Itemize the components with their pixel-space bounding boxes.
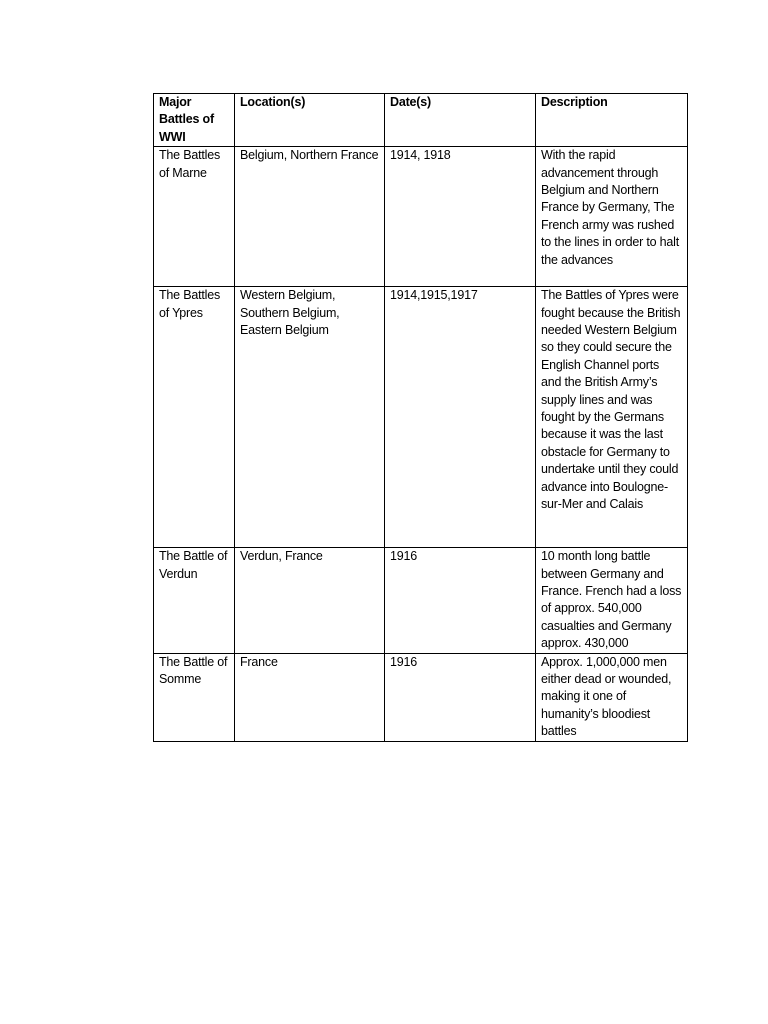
battle-description: The Battles of Ypres were fought because the British needed Western Belgium so they could secure the English Channel ports and the British Army’s supply lines and was fought by the Germans because it was the last obstacle for Germany to undertake until they could advance into Boulogne-sur-Mer and Calais (541, 288, 681, 512)
table-header-row (154, 94, 688, 147)
battle-name: The Battle of Verdun (159, 549, 228, 581)
cell-battle (154, 147, 235, 287)
header-cell-location (235, 94, 385, 147)
cell-description (536, 653, 688, 741)
battle-description: 10 month long battle between Germany and France. French had a loss of approx. 540,000 casualties and Germany approx. 430,000 (541, 549, 682, 651)
cell-dates (385, 548, 536, 653)
table-row (154, 653, 688, 741)
battle-location: France (240, 654, 278, 669)
battles-table (153, 93, 688, 742)
header-cell-description (536, 94, 688, 147)
cell-description (536, 548, 688, 653)
battle-description: Approx. 1,000,000 men either dead or wounded, making it one of humanity’s bloodiest battles (541, 654, 672, 739)
cell-battle (154, 548, 235, 653)
battle-name: The Battles of Ypres (159, 288, 221, 320)
battle-dates: 1914, 1918 (390, 148, 451, 163)
battle-location: Western Belgium, Southern Belgium, Eastern Belgium (240, 288, 340, 338)
cell-battle (154, 287, 235, 548)
cell-location (235, 287, 385, 548)
battle-name: The Battles of Marne (159, 148, 221, 180)
cell-description (536, 147, 688, 287)
cell-location (235, 147, 385, 287)
header-battle-label: Major Battles of WWI (159, 95, 214, 144)
cell-location (235, 653, 385, 741)
header-dates-label: Date(s) (390, 95, 431, 109)
cell-dates (385, 287, 536, 548)
header-cell-dates (385, 94, 536, 147)
battle-dates: 1914,1915,1917 (390, 288, 478, 303)
battle-dates: 1916 (390, 654, 418, 669)
battle-location: Belgium, Northern France (240, 148, 379, 163)
battle-description: With the rapid advancement through Belgium and Northern France by Germany, The French army was rushed to the lines in order to halt the advances (541, 148, 680, 267)
battle-name: The Battle of Somme (159, 654, 228, 687)
header-description-label: Description (541, 95, 608, 109)
cell-dates (385, 147, 536, 287)
table-row (154, 548, 688, 653)
header-location-label: Location(s) (240, 95, 306, 109)
header-cell-battle (154, 94, 235, 147)
battle-location: Verdun, France (240, 549, 323, 564)
table-row (154, 287, 688, 548)
cell-description (536, 287, 688, 548)
cell-battle (154, 653, 235, 741)
cell-dates (385, 653, 536, 741)
cell-location (235, 548, 385, 653)
battle-dates: 1916 (390, 549, 418, 564)
table-row (154, 147, 688, 287)
